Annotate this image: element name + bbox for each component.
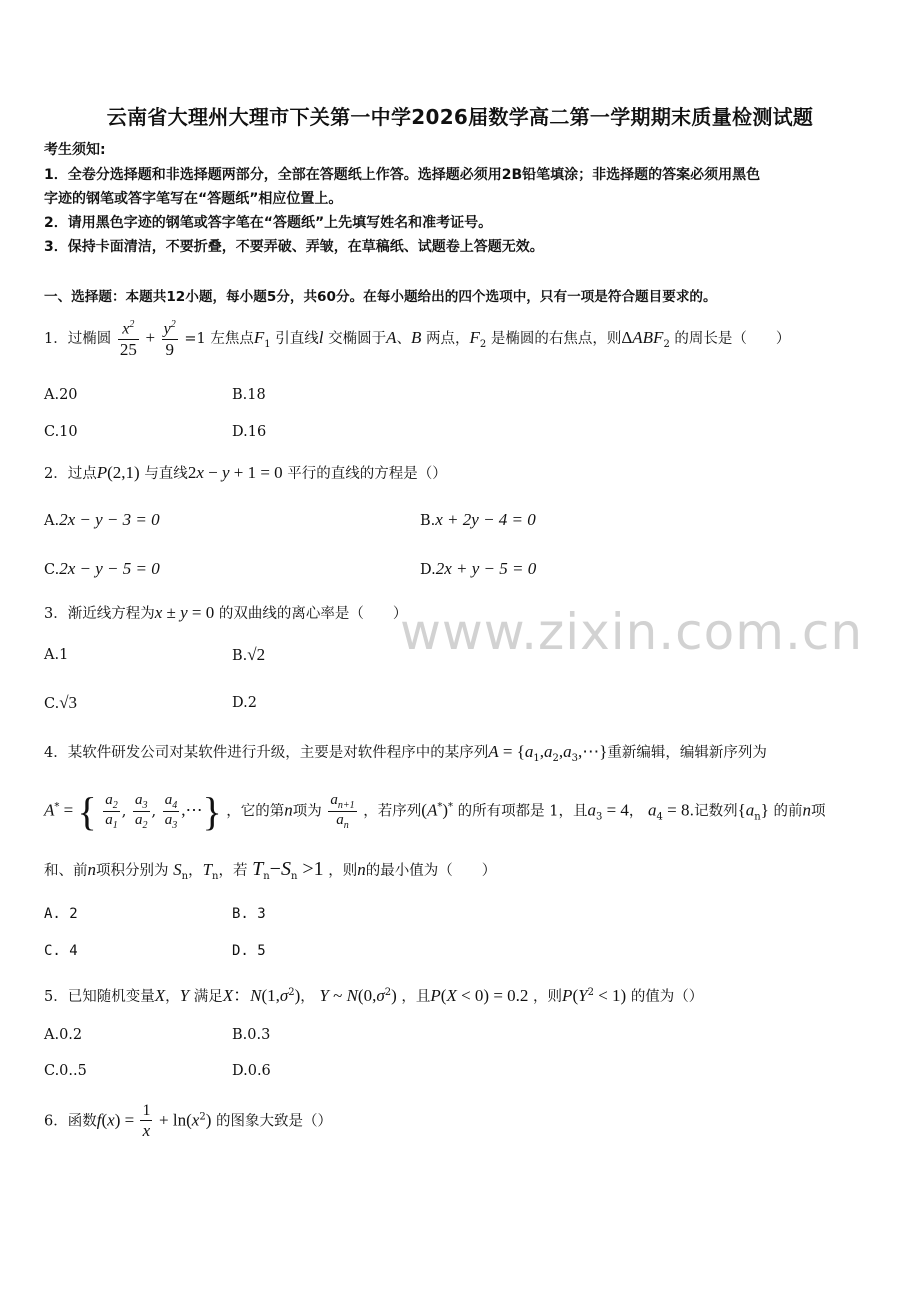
question-4-line-3: 和、前n项积分别为 $S_n$，$T_n$，若 $T_n-S_n >1$ ，则n的最小值为（ ） — [44, 858, 497, 882]
option-b: B.0.3 — [232, 1027, 271, 1043]
question-4-line-1: 4．某软件研发公司对某软件进行升级，主要是对软件程序中的某序列$A = \{a_1,a_2,a_3,\cdots\}$重新编辑，编辑新序列为 — [44, 742, 767, 764]
watermark-text: www.zixin.com.cn — [400, 603, 864, 661]
option-b: B.18 — [232, 387, 266, 403]
question-3: 3．渐近线方程为x ± y = 0 的双曲线的离心率是（ ） — [44, 603, 408, 622]
option-c: C.√3 — [44, 693, 78, 712]
option-c: C.10 — [44, 424, 78, 440]
page-title: 云南省大理州大理市下关第一中学2026届数学高二第一学期期末质量检测试题 — [106, 105, 814, 129]
option-a: A. 2 — [44, 906, 78, 922]
question-5: 5．已知随机变量X，Y 满足X：$N(1,\sigma^2)$， Y ~ $N(0,\sigma^2)$ ，且P(X < 0) = 0.2 ，则$P(Y^2 < 1)$ 的值为（） — [44, 986, 704, 1005]
question-6: 6．函数f(x) = $\frac{1}{x}$ + $\ln(x^2)$ 的图象大致是（） — [44, 1102, 332, 1141]
option-d: D.2 — [232, 695, 257, 711]
option-b: B.x + 2y − 4 = 0 — [420, 510, 536, 529]
option-d: D.16 — [232, 424, 267, 440]
notice-item: 1．全卷分选择题和非选择题两部分，全部在答题纸上作答。选择题必须用2B铅笔填涂；非选择题的答案必须用黑色 — [44, 167, 761, 183]
notice-heading: 考生须知: — [44, 142, 106, 158]
option-c: C.0..5 — [44, 1063, 87, 1079]
option-d: D.0.6 — [232, 1063, 271, 1079]
notice-item: 3．保持卡面清洁，不要折叠，不要弄破、弄皱，在草稿纸、试题卷上答题无效。 — [44, 239, 544, 255]
option-d: D.2x + y − 5 = 0 — [420, 559, 537, 578]
option-c: C.2x − y − 5 = 0 — [44, 559, 160, 578]
section-heading: 一、选择题：本题共12小题，每小题5分，共60分。在每小题给出的四个选项中，只有一项是符合题目要求的。 — [44, 289, 717, 305]
option-a: A.0.2 — [44, 1027, 83, 1043]
option-a: A.2x − y − 3 = 0 — [44, 510, 160, 529]
question-1: 1．过椭圆 $\frac{x^2}{25}$ + $\frac{y^2}{9}$ =1 左焦点$F_1$ 引直线l 交椭圆于A、B 两点，$F_2$ 是椭圆的右焦点，则$\Delta ABF_2$ 的周长是（ ） — [44, 319, 791, 359]
option-b: B. 3 — [232, 906, 266, 922]
option-b: B.√2 — [232, 645, 266, 664]
option-a: A.20 — [44, 387, 78, 403]
option-c: C. 4 — [44, 943, 78, 959]
option-d: D. 5 — [232, 943, 266, 959]
notice-item: 2．请用黑色字迹的钢笔或答字笔在“答题纸”上先填写姓名和准考证号。 — [44, 215, 493, 231]
question-4-line-2: A* = { $\frac{a_2}{a_1}$ , $\frac{a_3}{a_2}$ , $\frac{a_4}{a_3}$ ,⋯} ，它的第n项为 $\frac{a_{n+1}}{a_n}$ ，若序列(A*)* 的所有项都是 1，且$a_3 = 4$， $a_4 = 8$.记数列$\{a_n\}$ 的前n项 — [44, 789, 826, 834]
question-2: 2．过点P(2,1) 与直线2x − y + 1 = 0 平行的直线的方程是（） — [44, 463, 447, 482]
notice-item: 字迹的钢笔或答字笔写在“答题纸”相应位置上。 — [44, 191, 343, 207]
option-a: A.1 — [44, 647, 69, 663]
